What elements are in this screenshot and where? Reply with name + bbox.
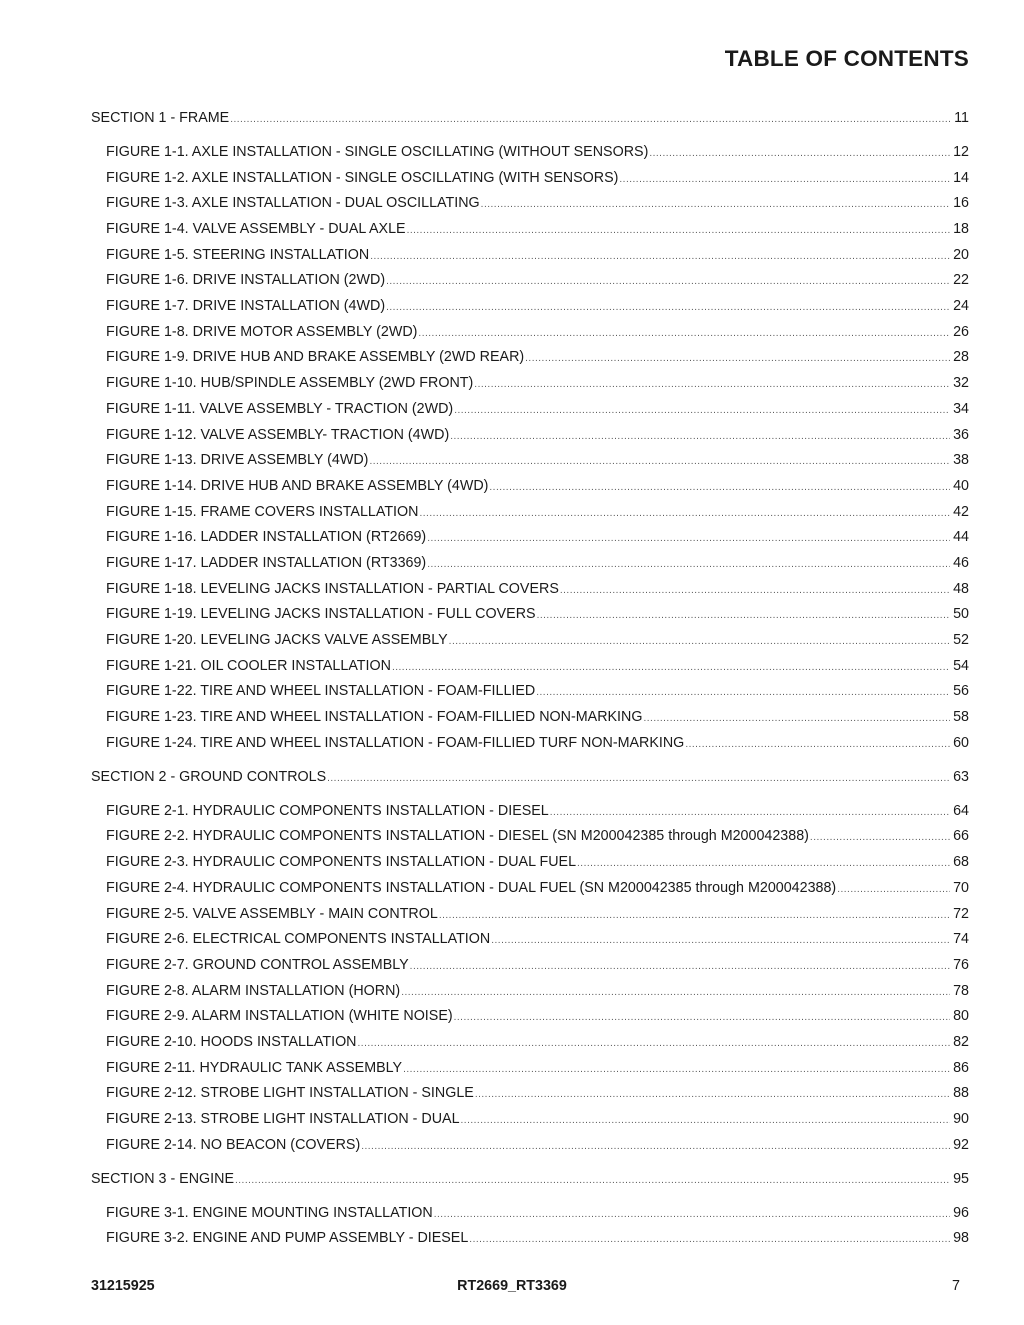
toc-figure-entry[interactable] — [91, 268, 969, 294]
dot-leader — [469, 1227, 950, 1253]
toc-entry-label: FIGURE 1-4. VALVE ASSEMBLY - DUAL AXLE — [106, 221, 406, 238]
toc-entry-label: FIGURE 2-7. GROUND CONTROL ASSEMBLY — [106, 956, 409, 973]
toc-entry-page: 26 — [953, 323, 969, 340]
toc-entry-label: FIGURE 1-10. HUB/SPINDLE ASSEMBLY (2WD FRONT) — [106, 375, 474, 392]
toc-entry-label: FIGURE 1-14. DRIVE HUB AND BRAKE ASSEMBLY (4WD) — [106, 477, 489, 494]
toc-figure-entry[interactable] — [91, 1133, 969, 1159]
dot-leader — [560, 578, 950, 604]
dot-leader — [327, 766, 950, 792]
toc-entry-page: 11 — [954, 110, 969, 126]
toc-figure-entry[interactable] — [91, 799, 969, 825]
dot-leader — [577, 851, 950, 877]
dot-leader — [439, 903, 950, 929]
toc-figure-entry[interactable] — [91, 166, 969, 192]
dot-leader — [685, 732, 950, 758]
toc-figure-entry[interactable] — [91, 1226, 969, 1252]
toc-entry-label: FIGURE 1-15. FRAME COVERS INSTALLATION — [106, 503, 419, 520]
toc-entry-label: FIGURE 1-6. DRIVE INSTALLATION (2WD) — [106, 272, 386, 289]
dot-leader — [454, 398, 950, 424]
toc-entry-page: 86 — [953, 1059, 969, 1076]
toc-figure-entry[interactable] — [91, 577, 969, 603]
footer-model: RT2669_RT3369 — [457, 1278, 567, 1294]
toc-figure-entry[interactable] — [91, 654, 969, 680]
toc-figure-entry[interactable] — [91, 1107, 969, 1133]
toc-entry-page: 24 — [953, 298, 969, 315]
toc-entry-page: 74 — [953, 931, 969, 948]
toc-entry-page: 88 — [953, 1085, 969, 1102]
toc-figure-entry[interactable] — [91, 876, 969, 902]
toc-figure-entry[interactable] — [91, 850, 969, 876]
toc-entry-label: FIGURE 1-23. TIRE AND WHEEL INSTALLATION - FOAM-FILLIED NON-MARKING — [106, 709, 643, 726]
toc-entry-label: FIGURE 1-20. LEVELING JACKS VALVE ASSEMBLY — [106, 632, 448, 649]
toc-figure-entry[interactable] — [91, 705, 969, 731]
toc-figure-entry[interactable] — [91, 448, 969, 474]
toc-entry-label: FIGURE 1-16. LADDER INSTALLATION (RT2669) — [106, 529, 427, 546]
toc-entry-page: 96 — [953, 1204, 969, 1221]
toc-entry-label: FIGURE 2-13. STROBE LIGHT INSTALLATION - DUAL — [106, 1111, 460, 1128]
toc-figure-entry[interactable] — [91, 1030, 969, 1056]
toc-entry-page: 76 — [953, 956, 969, 973]
toc-figure-entry[interactable] — [91, 927, 969, 953]
dot-leader — [481, 192, 950, 218]
toc-entry-page: 52 — [953, 632, 969, 649]
toc-figure-entry[interactable] — [91, 397, 969, 423]
dot-leader — [537, 603, 951, 629]
toc-entry-page: 64 — [953, 802, 969, 819]
toc-entry-page: 16 — [953, 195, 969, 212]
toc-entry-label: FIGURE 1-17. LADDER INSTALLATION (RT3369) — [106, 554, 427, 571]
dot-leader — [461, 1108, 951, 1134]
toc-figure-entry[interactable] — [91, 371, 969, 397]
footer-page-number: 7 — [952, 1278, 960, 1294]
toc-entry-page: 46 — [953, 554, 969, 571]
dot-leader — [386, 269, 950, 295]
toc-figure-entry[interactable] — [91, 979, 969, 1005]
toc-entry-page: 12 — [953, 143, 969, 160]
dot-leader — [536, 680, 950, 706]
toc-entry-label: SECTION 3 - ENGINE — [91, 1170, 234, 1187]
toc-figure-entry[interactable] — [91, 191, 969, 217]
dot-leader — [369, 449, 950, 475]
dot-leader — [419, 501, 950, 527]
dot-leader — [407, 218, 951, 244]
toc-entry-label: FIGURE 2-2. HYDRAULIC COMPONENTS INSTALLATION - DIESEL (SN M200042385 through M200042388) — [106, 828, 809, 845]
toc-entry-label: FIGURE 2-5. VALVE ASSEMBLY - MAIN CONTROL — [106, 905, 438, 922]
dot-leader — [475, 1082, 950, 1108]
dot-leader — [434, 1202, 950, 1228]
toc-entry-page: 95 — [953, 1170, 969, 1187]
toc-entry-page: 32 — [953, 375, 969, 392]
toc-figure-entry[interactable] — [91, 1201, 969, 1227]
toc-figure-entry[interactable] — [91, 423, 969, 449]
toc-entry-label: FIGURE 2-6. ELECTRICAL COMPONENTS INSTALLATION — [106, 931, 491, 948]
toc-entry-label: FIGURE 1-22. TIRE AND WHEEL INSTALLATION - FOAM-FILLIED — [106, 683, 536, 700]
toc-entry-label: FIGURE 2-14. NO BEACON (COVERS) — [106, 1136, 361, 1153]
footer-part-number: 31215925 — [91, 1278, 155, 1294]
toc-entry-label: FIGURE 2-1. HYDRAULIC COMPONENTS INSTALLATION - DIESEL — [106, 802, 549, 819]
toc-entry-label: FIGURE 1-8. DRIVE MOTOR ASSEMBLY (2WD) — [106, 323, 418, 340]
toc-entry-page: 56 — [953, 683, 969, 700]
dot-leader — [525, 346, 950, 372]
toc-entry-label: FIGURE 2-10. HOODS INSTALLATION — [106, 1033, 357, 1050]
toc-entry-label: SECTION 2 - GROUND CONTROLS — [91, 768, 327, 785]
toc-figure-entry[interactable] — [91, 602, 969, 628]
toc-entry-label: FIGURE 1-24. TIRE AND WHEEL INSTALLATION - FOAM-FILLIED TURF NON-MARKING — [106, 734, 685, 751]
toc-entry-page: 38 — [953, 452, 969, 469]
toc-entry-label: FIGURE 1-9. DRIVE HUB AND BRAKE ASSEMBLY (2WD REAR) — [106, 349, 525, 366]
toc-figure-entry[interactable] — [91, 628, 969, 654]
dot-leader — [427, 552, 950, 578]
toc-entry-label: FIGURE 2-9. ALARM INSTALLATION (WHITE NOISE) — [106, 1008, 453, 1025]
toc-entry-page: 48 — [953, 580, 969, 597]
dot-leader — [837, 877, 950, 903]
toc-entry-page: 78 — [953, 982, 969, 999]
toc-figure-entry[interactable] — [91, 294, 969, 320]
dot-leader — [489, 475, 950, 501]
toc-figure-entry[interactable] — [91, 320, 969, 346]
toc-figure-entry[interactable] — [91, 474, 969, 500]
toc-entry-page: 28 — [953, 349, 969, 366]
toc-list — [91, 106, 969, 1252]
toc-entry-page: 72 — [953, 905, 969, 922]
toc-figure-entry[interactable] — [91, 500, 969, 526]
toc-section-entry[interactable] — [91, 765, 969, 791]
toc-entry-page: 20 — [953, 246, 969, 263]
toc-entry-page: 18 — [953, 221, 969, 238]
page-title: TABLE OF CONTENTS — [724, 46, 969, 71]
dot-leader — [392, 655, 950, 681]
toc-entry-label: FIGURE 1-12. VALVE ASSEMBLY- TRACTION (4WD) — [106, 426, 450, 443]
toc-entry-label: FIGURE 1-21. OIL COOLER INSTALLATION — [106, 657, 391, 674]
toc-entry-label: FIGURE 1-5. STEERING INSTALLATION — [106, 246, 370, 263]
toc-entry-page: 14 — [953, 169, 969, 186]
toc-entry-label: FIGURE 2-3. HYDRAULIC COMPONENTS INSTALLATION - DUAL FUEL — [106, 854, 577, 871]
dot-leader — [454, 1005, 950, 1031]
toc-entry-page: 54 — [953, 657, 969, 674]
dot-leader — [361, 1134, 950, 1160]
toc-entry-label: FIGURE 1-11. VALVE ASSEMBLY - TRACTION (2WD) — [106, 400, 454, 417]
toc-figure-entry[interactable] — [91, 345, 969, 371]
dot-leader — [449, 629, 950, 655]
toc-entry-page: 82 — [953, 1033, 969, 1050]
toc-figure-entry[interactable] — [91, 731, 969, 757]
dot-leader — [427, 526, 950, 552]
toc-entry-page: 36 — [953, 426, 969, 443]
dot-leader — [418, 321, 950, 347]
toc-figure-entry[interactable] — [91, 243, 969, 269]
toc-figure-entry[interactable] — [91, 679, 969, 705]
toc-entry-label: FIGURE 1-2. AXLE INSTALLATION - SINGLE OSCILLATING (WITH SENSORS) — [106, 169, 619, 186]
toc-entry-page: 22 — [953, 272, 969, 289]
toc-figure-entry[interactable] — [91, 551, 969, 577]
dot-leader — [403, 1057, 950, 1083]
dot-leader — [370, 244, 950, 270]
toc-entry-label: FIGURE 3-2. ENGINE AND PUMP ASSEMBLY - DIESEL — [106, 1230, 469, 1247]
dot-leader — [235, 1168, 950, 1194]
toc-figure-entry[interactable] — [91, 1004, 969, 1030]
toc-figure-entry[interactable] — [91, 525, 969, 551]
dot-leader — [649, 141, 950, 167]
dot-leader — [643, 706, 950, 732]
toc-entry-page: 98 — [953, 1230, 969, 1247]
toc-figure-entry[interactable] — [91, 217, 969, 243]
dot-leader — [410, 954, 950, 980]
toc-entry-label: FIGURE 1-19. LEVELING JACKS INSTALLATION - FULL COVERS — [106, 606, 536, 623]
toc-entry-page: 34 — [953, 400, 969, 417]
toc-entry-label: FIGURE 1-7. DRIVE INSTALLATION (4WD) — [106, 298, 386, 315]
toc-entry-page: 44 — [953, 529, 969, 546]
toc-figure-entry[interactable] — [91, 953, 969, 979]
toc-entry-page: 58 — [953, 709, 969, 726]
dot-leader — [619, 167, 950, 193]
toc-entry-page: 92 — [953, 1136, 969, 1153]
toc-figure-entry[interactable] — [91, 1056, 969, 1082]
toc-entry-label: FIGURE 2-11. HYDRAULIC TANK ASSEMBLY — [106, 1059, 403, 1076]
toc-figure-entry[interactable] — [91, 140, 969, 166]
dot-leader — [810, 825, 950, 851]
dot-leader — [358, 1031, 951, 1057]
toc-entry-label: FIGURE 1-1. AXLE INSTALLATION - SINGLE OSCILLATING (WITHOUT SENSORS) — [106, 143, 649, 160]
toc-entry-page: 70 — [953, 879, 969, 896]
dot-leader — [474, 372, 950, 398]
dot-leader — [386, 295, 950, 321]
toc-section-entry[interactable] — [91, 1167, 969, 1193]
toc-entry-page: 42 — [953, 503, 969, 520]
toc-entry-page: 60 — [953, 734, 969, 751]
dot-leader — [491, 928, 950, 954]
dot-leader — [550, 800, 950, 826]
toc-entry-page: 40 — [953, 477, 969, 494]
dot-leader — [450, 424, 950, 450]
toc-entry-page: 68 — [953, 854, 969, 871]
dot-leader — [401, 980, 950, 1006]
toc-entry-page: 50 — [953, 606, 969, 623]
toc-section-entry[interactable] — [91, 106, 969, 132]
toc-entry-label: FIGURE 1-3. AXLE INSTALLATION - DUAL OSCILLATING — [106, 195, 480, 212]
dot-leader — [230, 107, 951, 133]
toc-entry-page: 66 — [953, 828, 969, 845]
toc-entry-label: FIGURE 1-13. DRIVE ASSEMBLY (4WD) — [106, 452, 369, 469]
toc-entry-page: 63 — [953, 768, 969, 785]
toc-entry-page: 90 — [953, 1111, 969, 1128]
toc-entry-label: FIGURE 2-8. ALARM INSTALLATION (HORN) — [106, 982, 401, 999]
toc-figure-entry[interactable] — [91, 902, 969, 928]
toc-entry-label: FIGURE 3-1. ENGINE MOUNTING INSTALLATION — [106, 1204, 433, 1221]
toc-entry-page: 80 — [953, 1008, 969, 1025]
toc-figure-entry[interactable] — [91, 824, 969, 850]
toc-entry-label: FIGURE 1-18. LEVELING JACKS INSTALLATION - PARTIAL COVERS — [106, 580, 559, 597]
toc-figure-entry[interactable] — [91, 1081, 969, 1107]
toc-entry-label: FIGURE 2-12. STROBE LIGHT INSTALLATION - SINGLE — [106, 1085, 474, 1102]
toc-entry-label: FIGURE 2-4. HYDRAULIC COMPONENTS INSTALLATION - DUAL FUEL (SN M200042385 through M200042388) — [106, 879, 837, 896]
toc-entry-label: SECTION 1 - FRAME — [91, 110, 230, 126]
